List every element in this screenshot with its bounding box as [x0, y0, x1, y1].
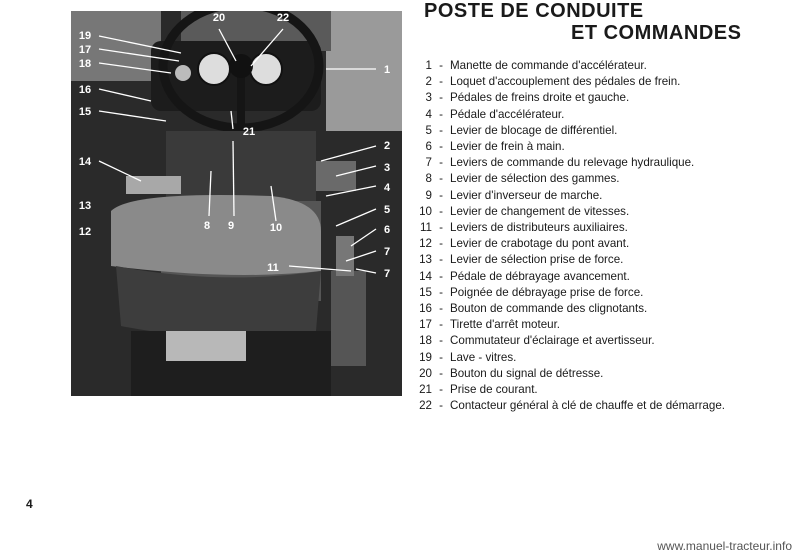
photo-callout-label: 19 [78, 30, 92, 42]
cab-photo-drawing [71, 11, 402, 396]
legend-text: Bouton du signal de détresse. [450, 366, 604, 380]
legend-separator: - [439, 140, 443, 154]
legend-number: 16 [419, 302, 432, 316]
photo-callout-label: 3 [383, 162, 391, 174]
legend-number: 3 [425, 91, 432, 105]
legend-number: 22 [419, 399, 432, 413]
legend-text: Levier de crabotage du pont avant. [450, 237, 630, 251]
photo-callout-label: 15 [78, 106, 92, 118]
legend-item [410, 398, 795, 414]
legend-item [410, 123, 795, 139]
legend-item [410, 366, 795, 382]
photo-callout-label: 7 [383, 246, 391, 258]
legend-number: 8 [425, 172, 432, 186]
legend-item [410, 139, 795, 155]
legend-number: 20 [419, 366, 432, 380]
legend-number: 12 [419, 237, 432, 251]
legend-text: Poignée de débrayage prise de force. [450, 285, 644, 299]
legend-item [410, 269, 795, 285]
legend-number: 7 [425, 156, 432, 170]
legend-separator: - [439, 237, 443, 251]
legend-text: Levier de frein à main. [450, 140, 565, 154]
legend-separator: - [439, 350, 443, 364]
legend-separator: - [439, 204, 443, 218]
legend-item [410, 74, 795, 90]
photo-callout-label: 2 [383, 140, 391, 152]
page-title-line1: POSTE DE CONDUITE [424, 0, 644, 22]
legend-item [410, 155, 795, 171]
legend-number: 19 [419, 350, 432, 364]
legend-item [410, 382, 795, 398]
legend-separator: - [439, 123, 443, 137]
legend-separator: - [439, 156, 443, 170]
photo-callout-label: 13 [78, 200, 92, 212]
legend-item [410, 285, 795, 301]
legend-item [410, 317, 795, 333]
legend-item [410, 171, 795, 187]
legend-item [410, 90, 795, 106]
legend-number: 11 [419, 221, 432, 235]
legend-text: Contacteur général à clé de chauffe et de démarrage. [450, 399, 725, 413]
legend-text: Pédale d'accélérateur. [450, 107, 565, 121]
controls-legend [410, 58, 795, 414]
photo-callout-label: 22 [276, 12, 290, 24]
legend-text: Levier de sélection prise de force. [450, 253, 624, 267]
legend-text: Pédale de débrayage avancement. [450, 269, 630, 283]
legend-text: Bouton de commande des clignotants. [450, 302, 648, 316]
photo-callout-label: 8 [203, 220, 211, 232]
photo-callout-label: 21 [242, 126, 256, 138]
legend-separator: - [439, 188, 443, 202]
photo-callout-label: 20 [212, 12, 226, 24]
legend-item [410, 58, 795, 74]
cab-photo [71, 11, 402, 396]
photo-callout-label: 10 [269, 222, 283, 234]
photo-callout-label: 1 [383, 64, 391, 76]
photo-callout-label: 9 [227, 220, 235, 232]
legend-item [410, 220, 795, 236]
legend-text: Leviers de commande du relevage hydraulique. [450, 156, 695, 170]
legend-separator: - [439, 302, 443, 316]
legend-item [410, 188, 795, 204]
legend-separator: - [439, 253, 443, 267]
photo-callout-label: 16 [78, 84, 92, 96]
page-number: 4 [26, 497, 33, 511]
legend-separator: - [439, 383, 443, 397]
legend-number: 15 [419, 285, 432, 299]
photo-callout-label: 14 [78, 156, 92, 168]
legend-separator: - [439, 269, 443, 283]
photo-callout-label: 18 [78, 58, 92, 70]
legend-text: Levier de blocage de différentiel. [450, 123, 618, 137]
legend-number: 21 [419, 383, 432, 397]
photo-callout-label: 7 [383, 268, 391, 280]
legend-number: 9 [425, 188, 432, 202]
legend-number: 5 [425, 123, 432, 137]
legend-text: Lave - vitres. [450, 350, 517, 364]
legend-separator: - [439, 107, 443, 121]
legend-number: 4 [425, 107, 432, 121]
legend-text: Loquet d'accouplement des pédales de frein. [450, 75, 681, 89]
legend-number: 10 [419, 204, 432, 218]
legend-number: 13 [419, 253, 432, 267]
legend-item [410, 252, 795, 268]
legend-number: 14 [419, 269, 432, 283]
legend-separator: - [439, 221, 443, 235]
photo-callout-label: 5 [383, 204, 391, 216]
legend-number: 1 [425, 59, 432, 72]
legend-text: Prise de courant. [450, 383, 538, 397]
legend-item [410, 333, 795, 349]
footer-website: www.manuel-tracteur.info [657, 539, 792, 553]
legend-text: Tirette d'arrêt moteur. [450, 318, 561, 332]
legend-item [410, 350, 795, 366]
legend-separator: - [439, 59, 443, 72]
legend-item [410, 107, 795, 123]
legend-item [410, 204, 795, 220]
legend-text: Leviers de distributeurs auxiliaires. [450, 221, 628, 235]
legend-text: Levier de sélection des gammes. [450, 172, 620, 186]
legend-separator: - [439, 399, 443, 413]
legend-number: 6 [425, 140, 432, 154]
legend-number: 17 [419, 318, 432, 332]
legend-text: Levier de changement de vitesses. [450, 204, 630, 218]
photo-callout-label: 11 [267, 262, 279, 274]
legend-separator: - [439, 75, 443, 89]
photo-callout-label: 6 [383, 224, 391, 236]
legend-separator: - [439, 318, 443, 332]
legend-separator: - [439, 366, 443, 380]
page-title-line2: ET COMMANDES [571, 22, 742, 44]
legend-text: Pédales de freins droite et gauche. [450, 91, 630, 105]
legend-number: 2 [425, 75, 432, 89]
legend-item [410, 236, 795, 252]
photo-callout-label: 4 [383, 182, 391, 194]
legend-text: Commutateur d'éclairage et avertisseur. [450, 334, 655, 348]
legend-text: Levier d'inverseur de marche. [450, 188, 603, 202]
photo-callout-label: 17 [78, 44, 92, 56]
legend-separator: - [439, 285, 443, 299]
photo-callout-label: 12 [78, 226, 92, 238]
legend-separator: - [439, 334, 443, 348]
legend-item [410, 301, 795, 317]
legend-separator: - [439, 172, 443, 186]
legend-text: Manette de commande d'accélérateur. [450, 59, 647, 72]
legend-separator: - [439, 91, 443, 105]
legend-number: 18 [419, 334, 432, 348]
